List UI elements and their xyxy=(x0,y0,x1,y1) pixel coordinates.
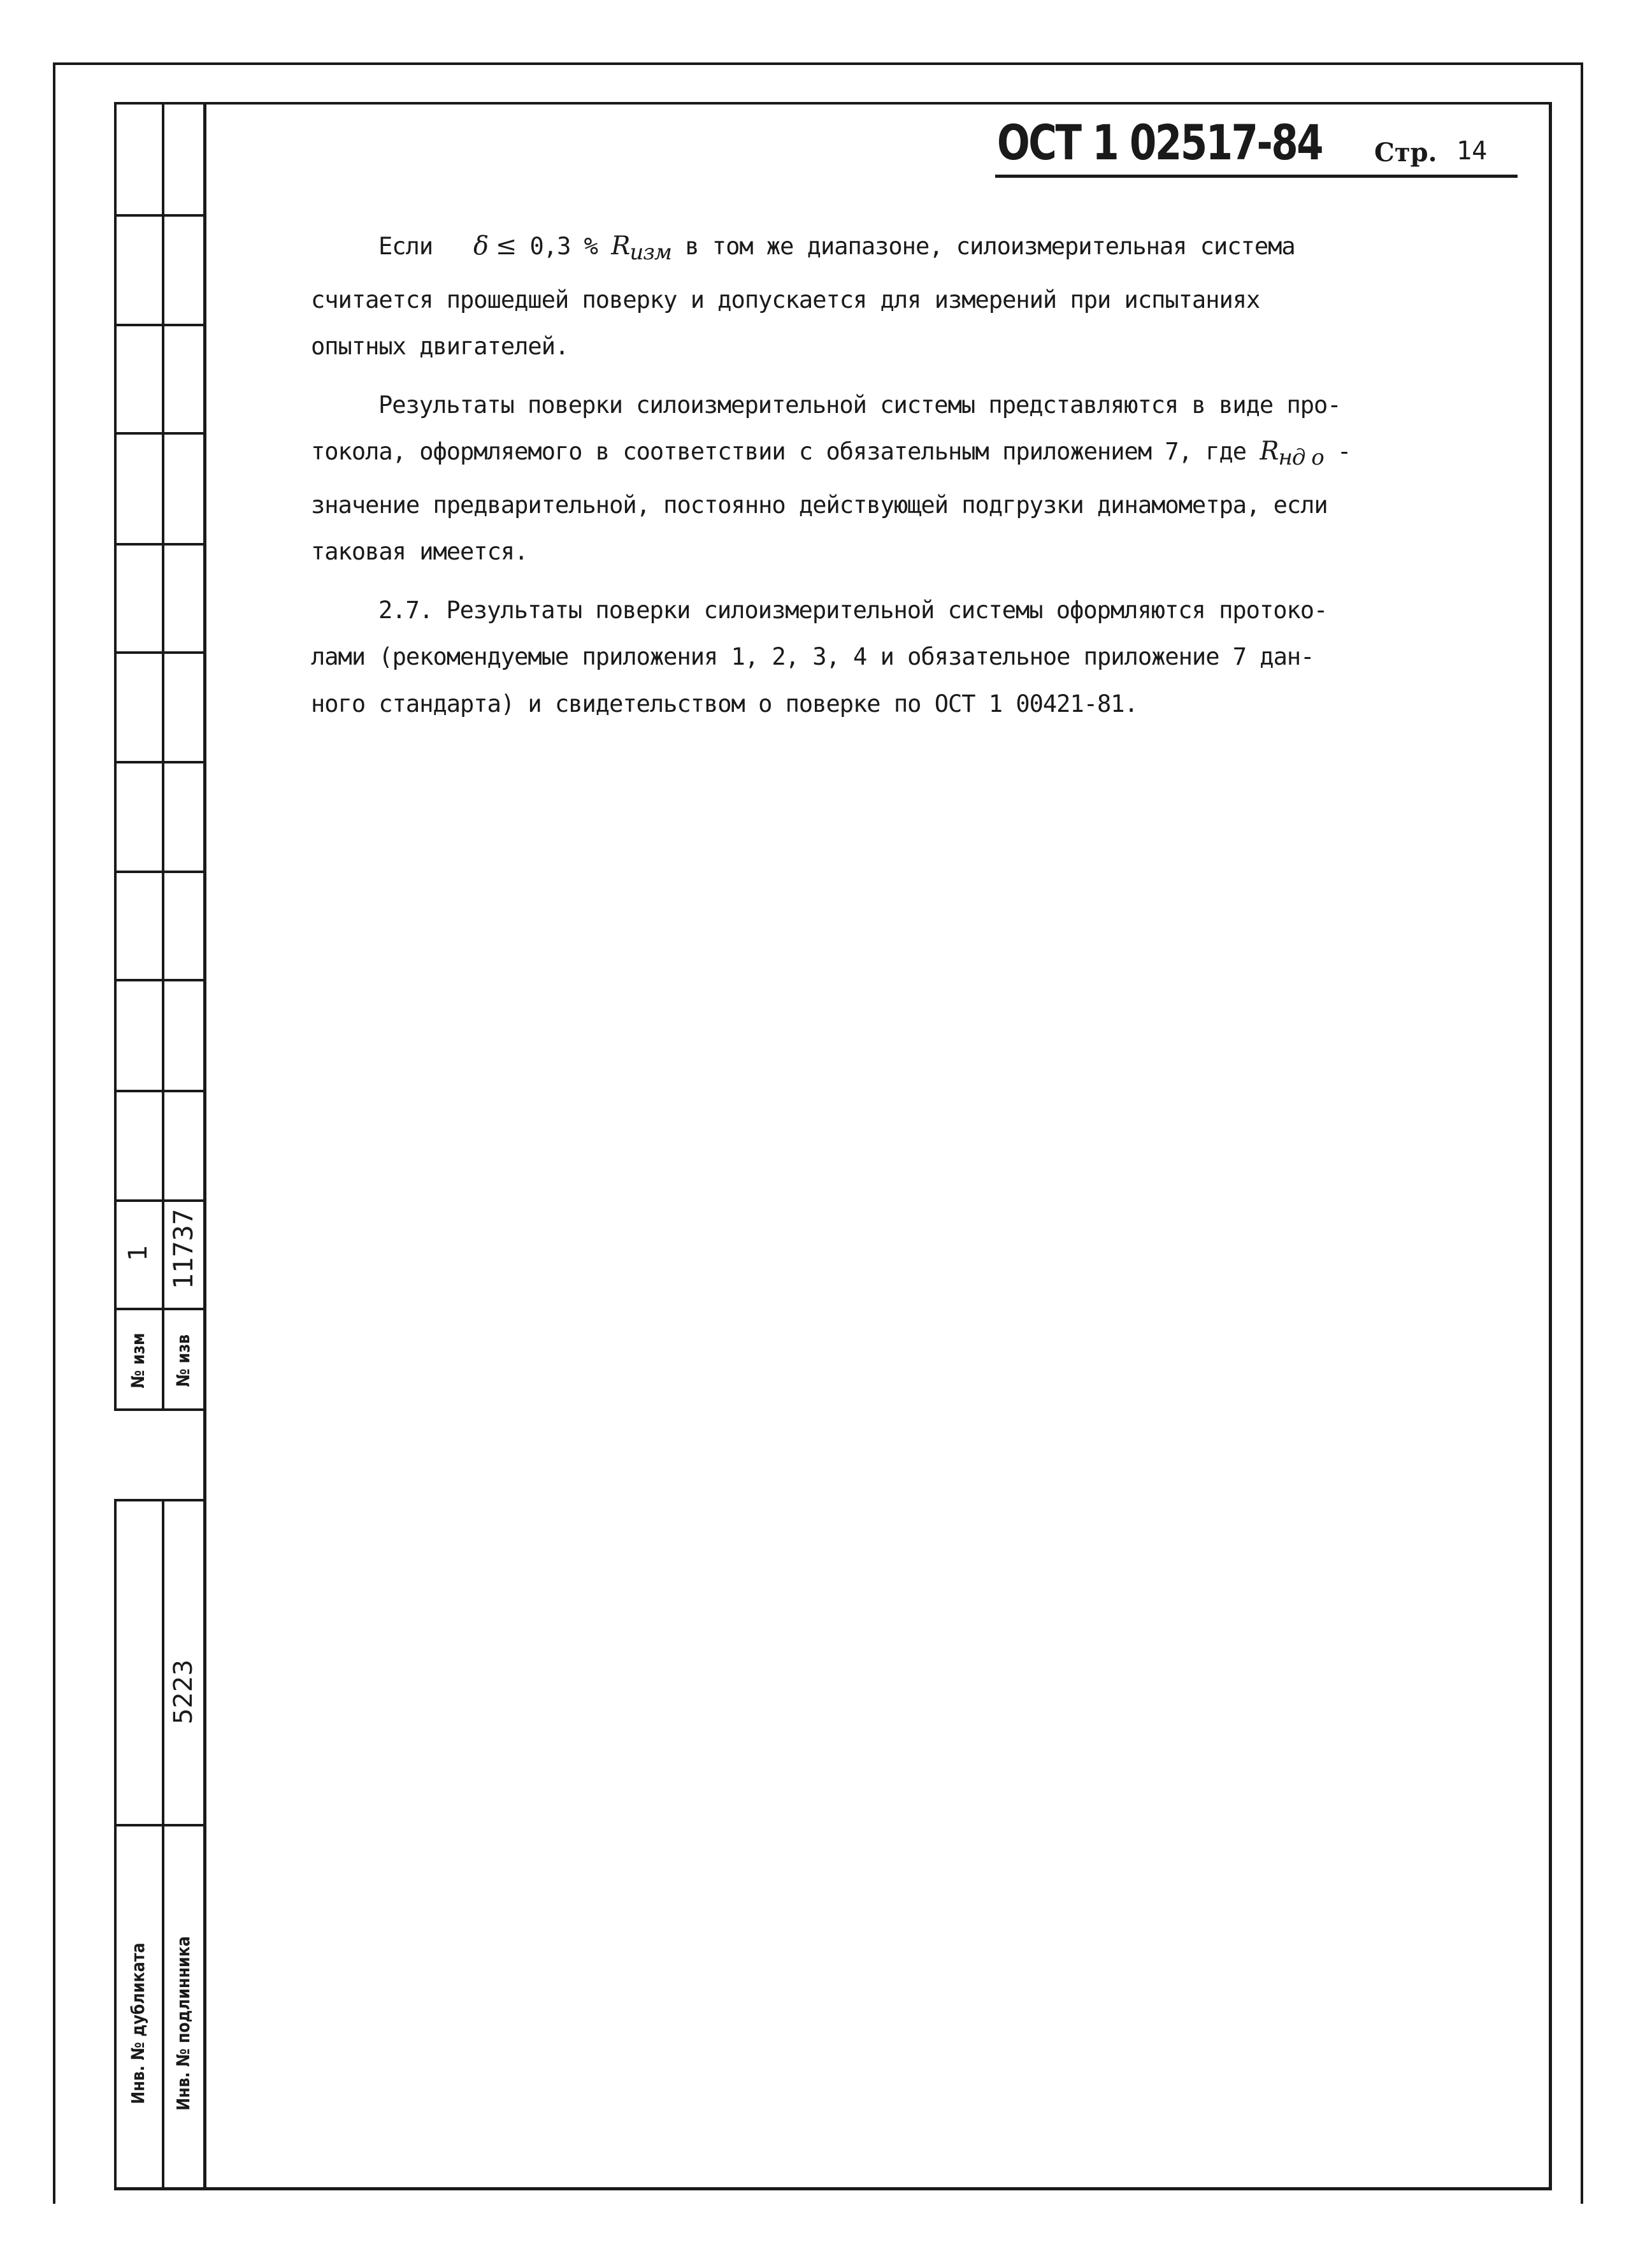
side-row-line xyxy=(114,432,205,435)
side-row-line xyxy=(114,871,205,873)
side-row-line xyxy=(114,1499,205,1501)
outer-border-right xyxy=(1581,62,1583,2204)
page-label: Стр. xyxy=(1374,138,1437,168)
change-number-label: № изм xyxy=(127,1333,148,1389)
side-row-line xyxy=(114,979,205,981)
tolerance-value: 0,3 % xyxy=(529,233,598,260)
text-line: значение предварительной, постоянно действующей подгрузки динамометра, если xyxy=(311,491,1328,519)
outer-border-left xyxy=(53,62,55,2204)
body-text xyxy=(311,223,1419,739)
notice-number-value: 11737 xyxy=(168,1208,199,1290)
delta-symbol: δ ≤ xyxy=(473,231,517,261)
text-line: токола, оформляемого в соответствии с обязательным приложением 7, где xyxy=(311,438,1247,465)
frame-left-lower xyxy=(114,1499,117,2190)
outer-border-top xyxy=(53,62,1583,65)
paragraph xyxy=(311,223,1419,370)
header-rule xyxy=(995,175,1518,178)
change-number-value: 1 xyxy=(124,1245,153,1261)
side-row-line xyxy=(114,1308,205,1310)
text-line: считается прошедшей поверку и допускается для измерений при испытаниях xyxy=(311,286,1260,314)
frame-top xyxy=(114,102,1551,105)
frame-bottom xyxy=(114,2187,1551,2190)
text-word: Если xyxy=(378,233,433,260)
text-line: ного стандарта) и свидетельством о поверке по ОСТ 1 00421-81. xyxy=(311,690,1138,718)
paragraph xyxy=(311,587,1419,728)
page-number: 14 xyxy=(1456,136,1488,166)
side-row-line xyxy=(114,1408,205,1411)
frame-main-left xyxy=(203,102,206,2190)
frame-left xyxy=(114,102,117,1410)
text-line: лами (рекомендуемые приложения 1, 2, 3, 4 и обязательное приложение 7 дан- xyxy=(311,643,1314,670)
r-symbol: R xyxy=(1260,437,1279,466)
side-row-line xyxy=(114,761,205,763)
original-inventory-label: Инв. № подлинника xyxy=(173,1936,194,2111)
r-subscript: нд о xyxy=(1278,445,1324,470)
paragraph xyxy=(311,382,1419,575)
r-subscript: изм xyxy=(629,240,672,265)
dash: - xyxy=(1323,438,1351,465)
frame-right xyxy=(1549,102,1552,2190)
side-row-line xyxy=(114,651,205,654)
text-line: таковая имеется. xyxy=(311,538,528,565)
text-line: в том же диапазоне, силоизмерительная система xyxy=(685,233,1295,260)
text-line: опытных двигателей. xyxy=(311,333,569,360)
side-row-line xyxy=(114,1090,205,1092)
side-row-line xyxy=(114,1824,205,1826)
notice-number-label: № изв xyxy=(173,1334,194,1387)
side-row-line xyxy=(114,214,205,217)
side-row-line xyxy=(114,324,205,326)
original-inventory-value: 5223 xyxy=(169,1659,198,1725)
text-line: Результаты поверки силоизмерительной системы представляются в виде про- xyxy=(378,391,1341,419)
duplicate-inventory-label: Инв. № дубликата xyxy=(127,1942,148,2104)
text-line: 2.7. Результаты поверки силоизмерительной системы оформляются протоко- xyxy=(378,596,1328,624)
side-row-line xyxy=(114,1199,205,1202)
side-row-line xyxy=(114,543,205,546)
standard-number: ОСТ 1 02517-84 xyxy=(997,114,1323,171)
r-symbol: R xyxy=(611,231,630,261)
frame-col-divider-lower xyxy=(162,1499,164,2190)
frame-col-divider xyxy=(162,102,164,1410)
